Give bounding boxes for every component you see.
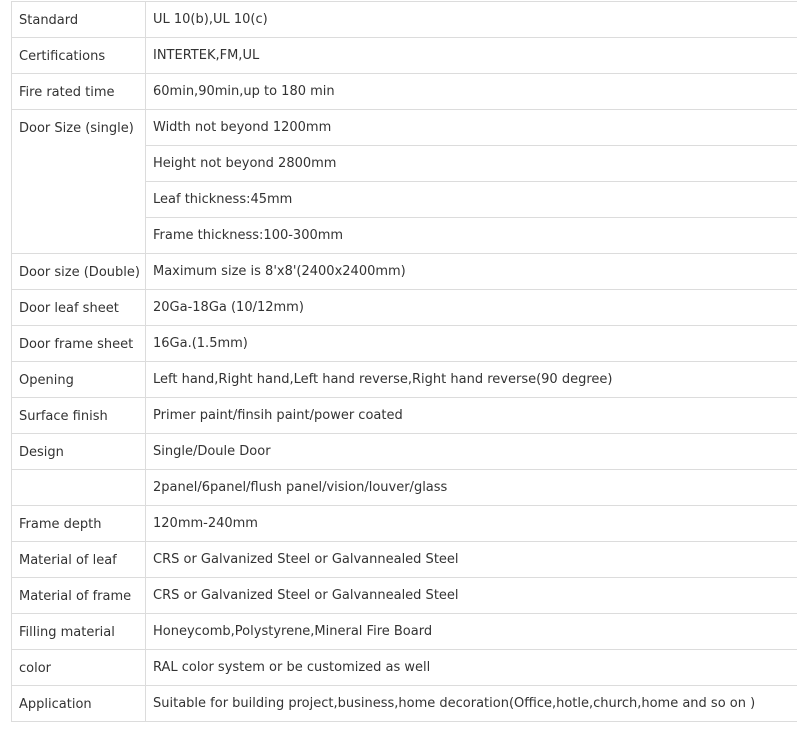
row-value: 16Ga.(1.5mm) [146, 326, 797, 362]
table-row [12, 110, 797, 146]
table-row [12, 290, 797, 326]
row-value: CRS or Galvanized Steel or Galvannealed Steel [146, 578, 797, 614]
row-value: CRS or Galvanized Steel or Galvannealed Steel [146, 542, 797, 578]
table-row [12, 542, 797, 578]
row-value: Left hand,Right hand,Left hand reverse,Right hand reverse(90 degree) [146, 362, 797, 398]
row-label: Door size (Double) [12, 254, 146, 290]
row-value: 20Ga-18Ga (10/12mm) [146, 290, 797, 326]
row-label: Fire rated time [12, 74, 146, 110]
row-value: 60min,90min,up to 180 min [146, 74, 797, 110]
table-row [12, 2, 797, 38]
table-row [12, 650, 797, 686]
table-row [12, 614, 797, 650]
row-value: Single/Doule Door [146, 434, 797, 470]
row-value: Maximum size is 8'x8'(2400x2400mm) [146, 254, 797, 290]
row-value: Width not beyond 1200mm [146, 110, 797, 146]
table-row [12, 326, 797, 362]
row-label: Door frame sheet [12, 326, 146, 362]
row-value: INTERTEK,FM,UL [146, 38, 797, 74]
row-label: Standard [12, 2, 146, 38]
row-label: Frame depth [12, 506, 146, 542]
row-label: color [12, 650, 146, 686]
table-row [12, 578, 797, 614]
table-row [12, 434, 797, 470]
row-label [12, 470, 146, 506]
row-value: RAL color system or be customized as well [146, 650, 797, 686]
specification-table [11, 1, 797, 722]
table-row [12, 506, 797, 542]
row-value: Suitable for building project,business,home decoration(Office,hotle,church,home and so on ) [146, 686, 797, 722]
row-label: Door Size (single) [12, 110, 146, 254]
row-value: Honeycomb,Polystyrene,Mineral Fire Board [146, 614, 797, 650]
table-row [12, 686, 797, 722]
row-label: Door leaf sheet [12, 290, 146, 326]
row-value: 2panel/6panel/flush panel/vision/louver/glass [146, 470, 797, 506]
row-label: Material of leaf [12, 542, 146, 578]
row-value: Frame thickness:100-300mm [146, 218, 797, 254]
row-label: Opening [12, 362, 146, 398]
row-label: Material of frame [12, 578, 146, 614]
row-label: Surface finish [12, 398, 146, 434]
row-label: Design [12, 434, 146, 470]
table-row [12, 470, 797, 506]
table-row [12, 38, 797, 74]
table-row [12, 362, 797, 398]
table-row [12, 74, 797, 110]
table-row [12, 398, 797, 434]
row-value: Primer paint/finsih paint/power coated [146, 398, 797, 434]
row-value: Height not beyond 2800mm [146, 146, 797, 182]
row-value: 120mm-240mm [146, 506, 797, 542]
row-label: Filling material [12, 614, 146, 650]
row-value: Leaf thickness:45mm [146, 182, 797, 218]
row-label: Application [12, 686, 146, 722]
row-label: Certifications [12, 38, 146, 74]
table-row [12, 254, 797, 290]
row-value: UL 10(b),UL 10(c) [146, 2, 797, 38]
specification-table-body [12, 2, 797, 722]
